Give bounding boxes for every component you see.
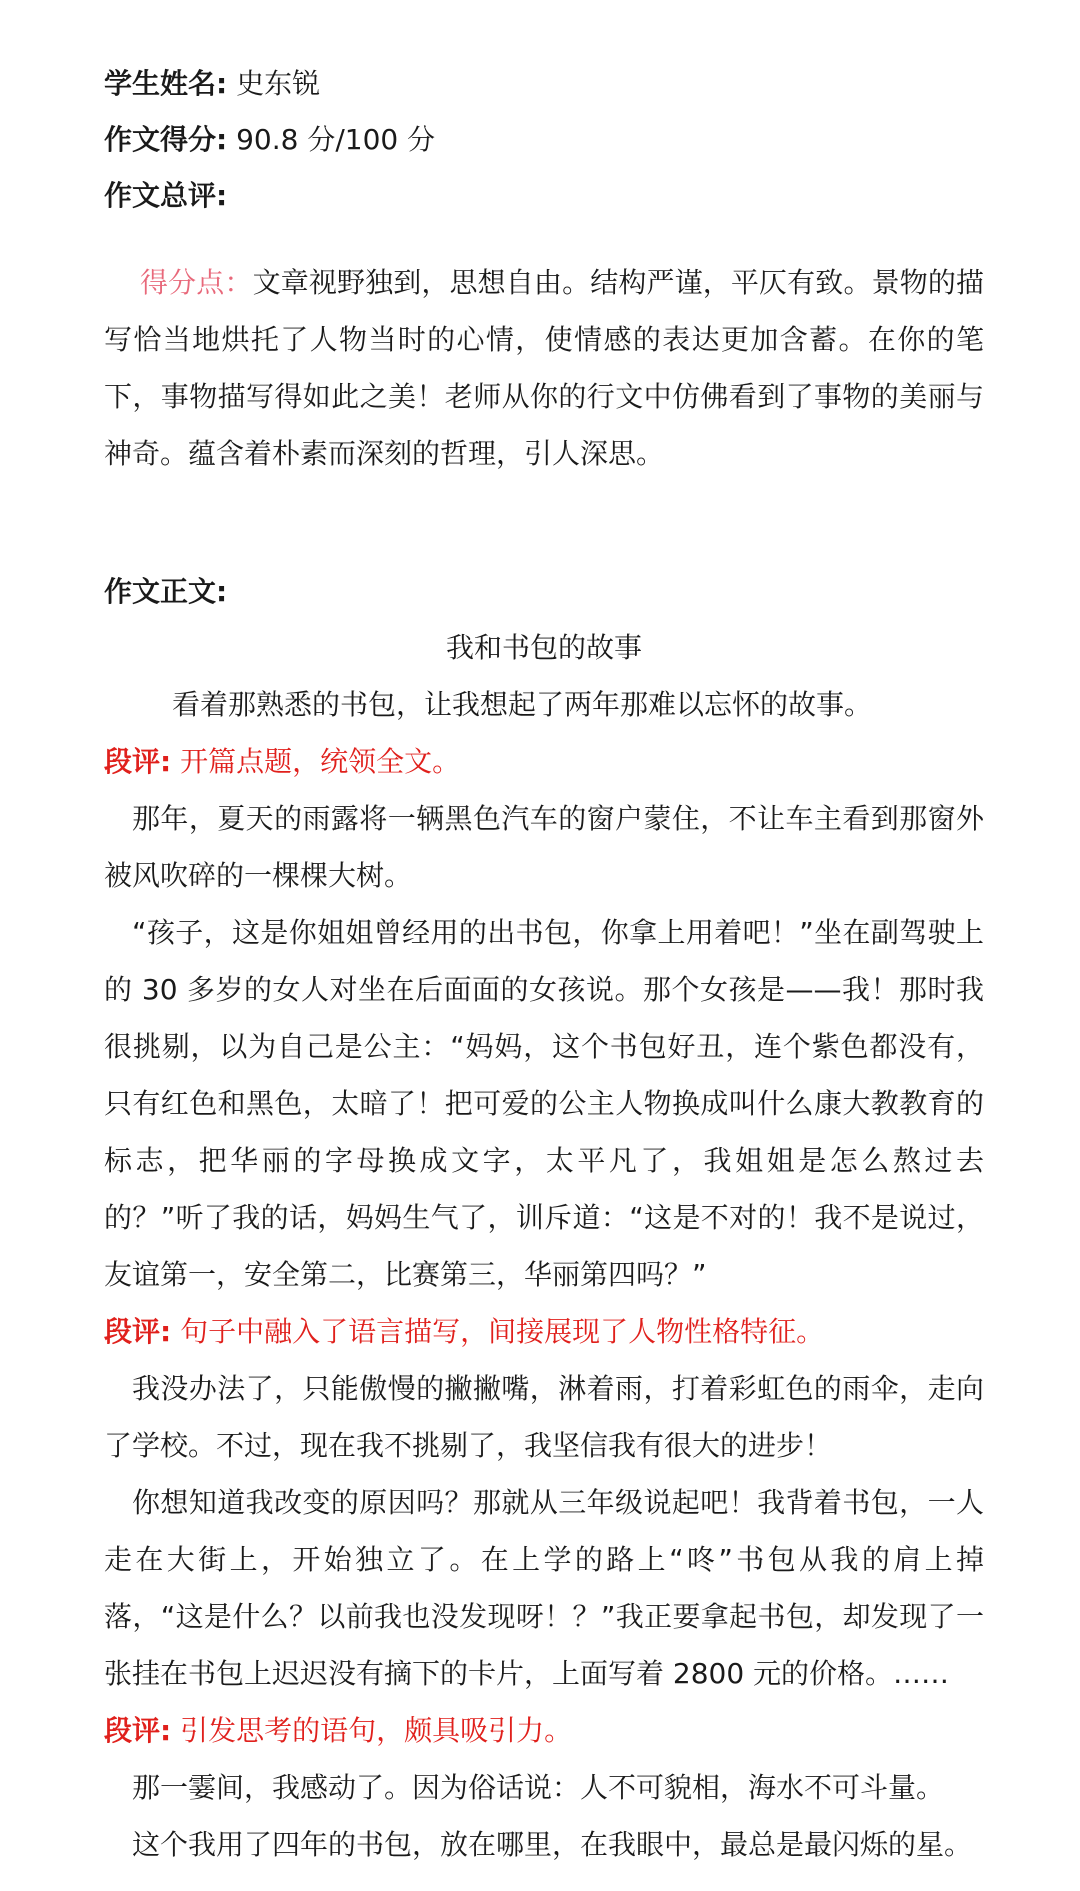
summary-heading <box>104 168 984 224</box>
summary-label: 作文总评: <box>104 179 228 212</box>
remark-label: 段评: <box>104 745 172 778</box>
remark-label: 段评: <box>104 1714 172 1747</box>
student-name-value: 史东锐 <box>236 67 321 100</box>
comment-label: 得分点： <box>140 266 253 299</box>
essay-paragraph: 你想知道我改变的原因吗？那就从三年级说起吧！我背着书包，一人走在大街上，开始独立了。在上学的路上“咚”书包从我的肩上掉落，“这是什么？以前我也没发现呀！？”我正要拿起书包，却发现了一张挂在书包上迟迟没有摘下的卡片，上面写着 2800 元的价格。…… <box>104 1486 984 1690</box>
essay-paragraph: 我没办法了，只能傲慢的撇撇嘴，淋着雨，打着彩虹色的雨伞，走向了学校。不过，现在我不挑剔了，我坚信我有很大的进步！ <box>104 1372 984 1462</box>
essay-paragraph: 那年，夏天的雨露将一辆黑色汽车的窗户蒙住，不让车主看到那窗外被风吹碎的一棵棵大树。 <box>104 802 984 892</box>
score-value: 90.8 分/100 分 <box>236 123 436 156</box>
essay-paragraph: 这个我用了四年的书包，放在哪里，在我眼中，最总是最闪烁的星。 <box>132 1828 973 1861</box>
essay-paragraph: “孩子，这是你姐姐曾经用的出书包，你拿上用着吧！”坐在副驾驶上的 30 多岁的女人对坐在后面面的女孩说。那个女孩是——我！那时我很挑剔，以为自己是公主：“妈妈，这个书包好丑，连个紫色都没有，只有红色和黑色，太暗了！把可爱的公主人物换成叫什么康大教教育的标志，把华丽的字母换成文字，太平凡了，我姐姐是怎么熬过去的？”听了我的话，妈妈生气了，训斥道：“这是不对的！我不是说过，友谊第一，安全第二，比赛第三，华丽第四吗？” <box>104 916 984 1291</box>
essay-paragraph: 那一霎间，我感动了。因为俗话说：人不可貌相，海水不可斗量。 <box>132 1771 945 1804</box>
comment-text: 文章视野独到，思想自由。结构严谨，平仄有致。景物的描写恰当地烘托了人物当时的心情，使情感的表达更加含蓄。在你的笔下，事物描写得如此之美！老师从你的行文中仿佛看到了事物的美丽与神奇。蕴含着朴素而深刻的哲理，引人深思。 <box>104 266 984 470</box>
score-line <box>104 112 984 168</box>
paragraph-remark <box>104 733 984 790</box>
remark-label: 段评: <box>104 1315 172 1348</box>
essay-title: 我和书包的故事 <box>445 631 642 664</box>
remark-text: 句子中融入了语言描写，间接展现了人物性格特征。 <box>180 1315 825 1348</box>
student-name-label: 学生姓名: <box>104 67 228 100</box>
essay-section-label: 作文正文: <box>104 575 228 608</box>
teacher-comment <box>104 254 984 482</box>
remark-text: 引发思考的语句，颇具吸引力。 <box>180 1714 573 1747</box>
paragraph-remark <box>104 1702 984 1759</box>
essay-paragraph: 看着那熟悉的书包，让我想起了两年那难以忘怀的故事。 <box>172 688 873 721</box>
essay-document <box>104 56 984 1873</box>
student-name-line <box>104 56 984 112</box>
paragraph-remark <box>104 1303 984 1360</box>
score-label: 作文得分: <box>104 123 228 156</box>
remark-text: 开篇点题，统领全文。 <box>180 745 461 778</box>
